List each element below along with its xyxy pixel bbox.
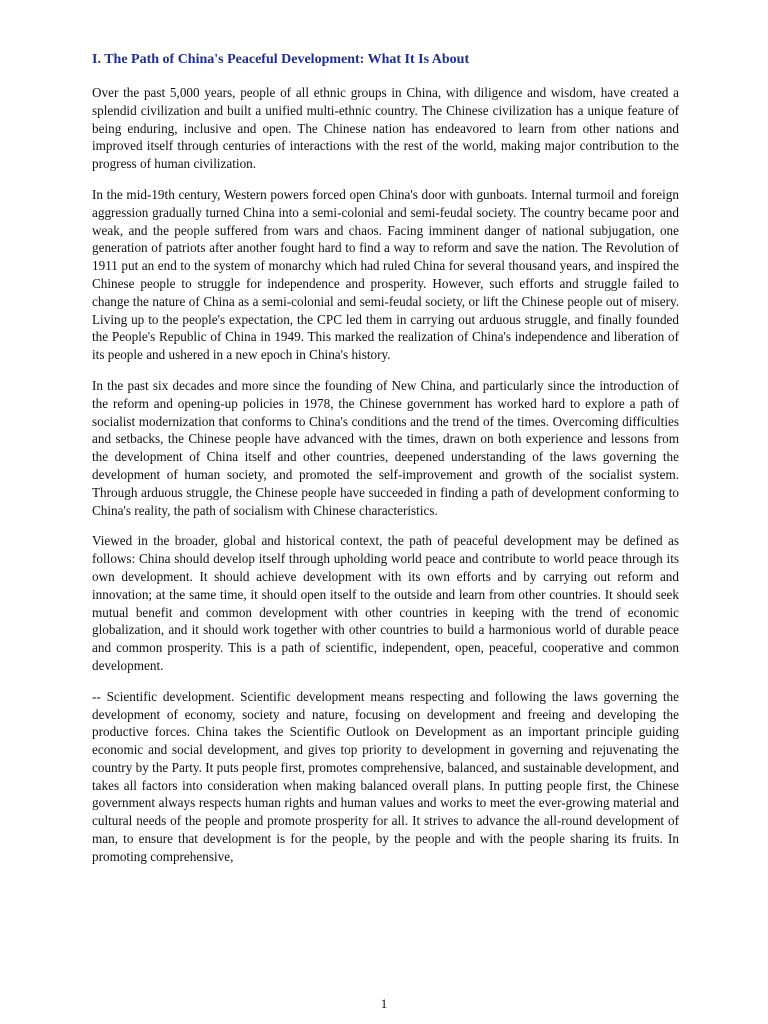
section-heading: I. The Path of China's Peaceful Development: What It Is About [92,52,470,67]
page-number: 1 [380,996,388,1011]
document-page [92,50,679,879]
paragraph-5: -- Scientific development. Scientific development means respecting and following the laws governing the development of economy, society and nature, focusing on development and freeing and developing the productive forces. China takes the Scientific Outlook on Development as an important principle guiding economic and social development, and gives top priority to development in governing and rejuvenating the country by the Party. It puts people first, promotes comprehensive, balanced, and sustainable development, and takes all factors into consideration when making balanced overall plans. In putting people first, the Chinese government always respects human rights and human values and works to meet the ever-growing material and cultural needs of the people and promote prosperity for all. It strives to advance the all-round development of man, to ensure that development is for the people, by the people and with the people sharing its fruits. In promoting comprehensive, [92,688,679,864]
paragraph-1: Over the past 5,000 years, people of all ethnic groups in China, with diligence and wisdom, have created a splendid civilization and built a unified multi-ethnic country. The Chinese civilization has a unique feature of being enduring, inclusive and open. The Chinese nation has endeavored to learn from other nations and improved itself through centuries of interactions with the rest of the world, making major contribution to the progress of human civilization. [92,85,679,172]
paragraph-4: Viewed in the broader, global and historical context, the path of peaceful development may be defined as follows: China should develop itself through upholding world peace and contribute to world peace through its own development. It should achieve development with its own efforts and by carrying out reform and innovation; at the same time, it should open itself to the outside and learn from other countries. It should seek mutual benefit and common development with other countries in keeping with the trend of economic globalization, and it should work together with other countries to build a harmonious world of durable peace and common prosperity. This is a path of scientific, independent, open, peaceful, cooperative and common development. [92,533,679,673]
paragraph-2: In the mid-19th century, Western powers forced open China's door with gunboats. Internal turmoil and foreign aggression gradually turned China into a semi-colonial and semi-feudal society. The country became poor and weak, and the people suffered from wars and chaos. Facing imminent danger of national subjugation, one generation of patriots after another fought hard to find a way to reform and save the nation. The Revolution of 1911 put an end to the system of monarchy which had ruled China for several thousand years, and inspired the Chinese people to struggle for independence and prosperity. However, such efforts and struggle failed to change the nature of China as a semi-colonial and semi-feudal society, or lift the Chinese people out of misery. Living up to the people's expectation, the CPC led them in carrying out arduous struggle, and finally founded the People's Republic of China in 1949. This marked the realization of China's independence and liberation of its people and ushered in a new epoch in China's history. [92,186,679,363]
paragraph-3: In the past six decades and more since the founding of New China, and particularly since the introduction of the reform and opening-up policies in 1978, the Chinese government has worked hard to explore a path of socialist modernization that conforms to China's conditions and the trend of the times. Overcoming difficulties and setbacks, the Chinese people have advanced with the times, drawn on both experience and lessons from the development of China itself and other countries, deepened understanding of the laws governing the development of human society, and promoted the self-improvement and growth of the socialist system. Through arduous struggle, the Chinese people have succeeded in finding a path of development conforming to China's reality, the path of socialism with Chinese characteristics. [92,377,679,518]
